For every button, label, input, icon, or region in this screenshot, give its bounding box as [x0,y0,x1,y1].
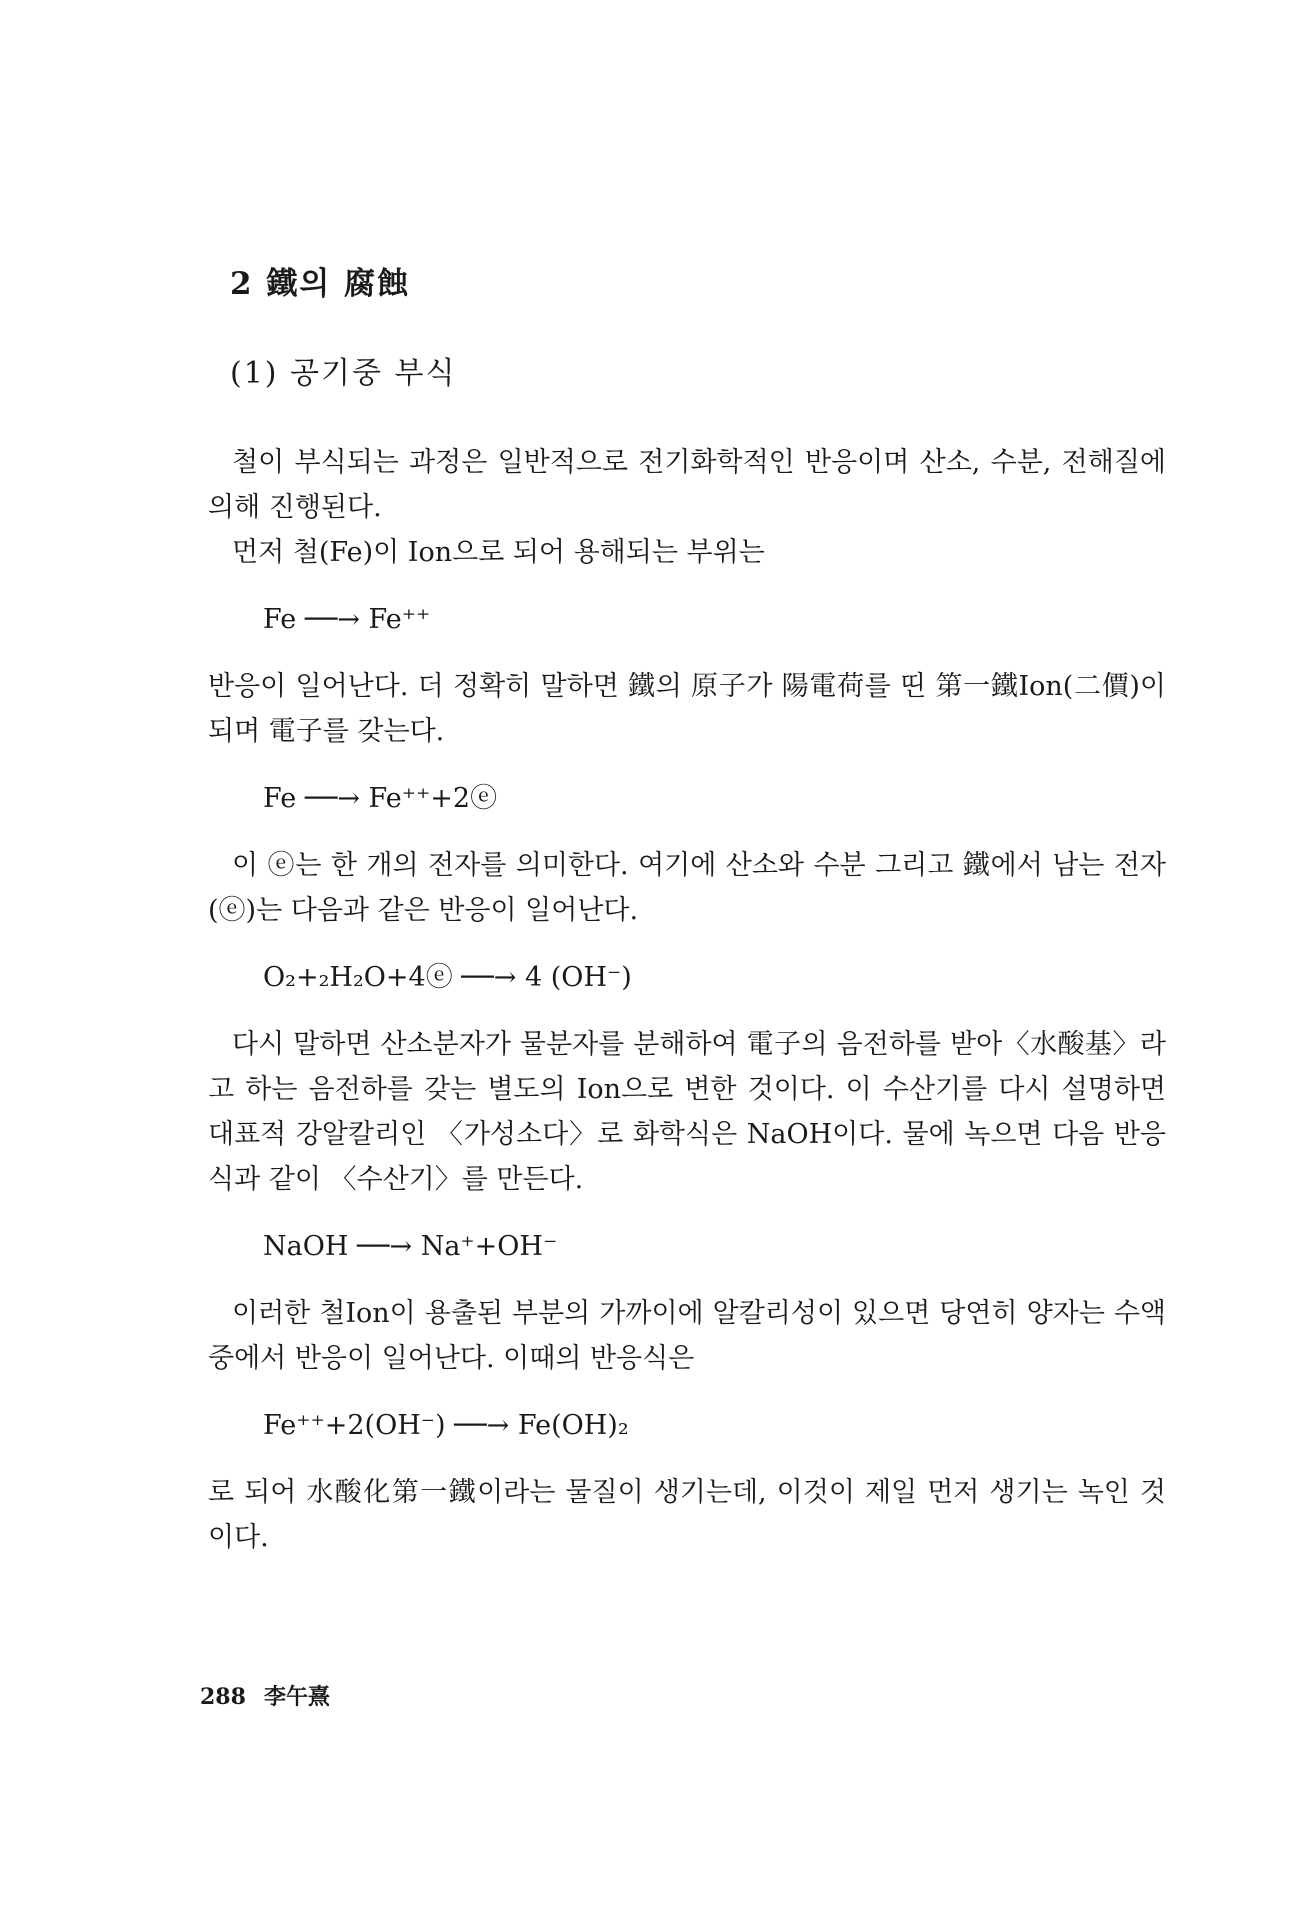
formula-5: Fe⁺⁺+2(OH⁻) ──→ Fe(OH)₂ [263,1410,629,1441]
formula-4: NaOH ──→ Na⁺+OH⁻ [263,1231,558,1262]
paragraph-3: 반응이 일어난다. 더 정확히 말하면 鐵의 原子가 陽電荷를 띤 第一鐵Ion(二價)이 되며 電子를 갖는다. [208,671,1166,747]
paragraph-5: 다시 말하면 산소분자가 물분자를 분해하여 電子의 음전하를 받아〈水酸基〉라고 하는 음전하를 갖는 별도의 Ion으로 변한 것이다. 이 수산기를 다시 설명하면 대표적 강알칼리인 〈가성소다〉로 화학식은 NaOH이다. 물에 녹으면 다음 반응식과 같이 〈수산기〉를 만든다. [208,1029,1166,1195]
paragraph-6: 이러한 철Ion이 용출된 부분의 가까이에 알칼리성이 있으면 당연히 양자는 수액 중에서 반응이 일어난다. 이때의 반응식은 [208,1298,1166,1374]
body-text [208,440,1166,1560]
formula-3: O₂+₂H₂O+4ⓔ ──→ 4 (OH⁻) [263,962,632,993]
section-title: 2 鐵의 腐蝕 [230,266,411,302]
formula-2: Fe ──→ Fe⁺⁺+2ⓔ [263,783,498,814]
page-footer [200,1680,348,1711]
subsection-title: (1) 공기중 부식 [230,356,457,391]
author-name: 李午熹 [263,1684,330,1710]
paragraph-7: 로 되어 水酸化第一鐵이라는 물질이 생기는데, 이것이 제일 먼저 생기는 녹인 것이다. [208,1477,1166,1553]
paragraph-1: 철이 부식되는 과정은 일반적으로 전기화학적인 반응이며 산소, 수분, 전해질에 의해 진행된다. [208,447,1166,523]
page-number: 288 [200,1684,246,1710]
paragraph-4: 이 ⓔ는 한 개의 전자를 의미한다. 여기에 산소와 수분 그리고 鐵에서 남는 전자(ⓔ)는 다음과 같은 반응이 일어난다. [208,850,1166,926]
paragraph-2: 먼저 철(Fe)이 Ion으로 되어 용해되는 부위는 [232,537,765,568]
formula-1: Fe ──→ Fe⁺⁺ [263,604,431,635]
